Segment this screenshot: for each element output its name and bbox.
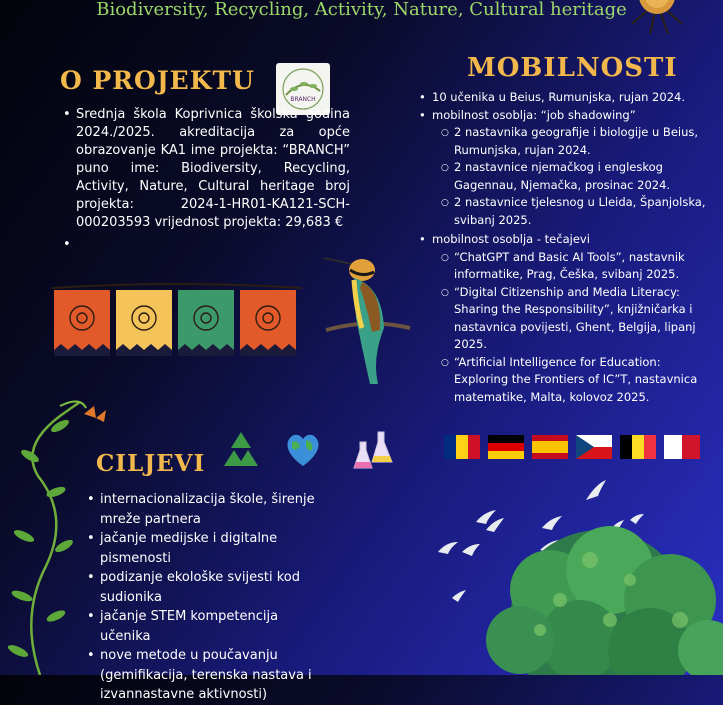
mobilnosti-title: MOBILNOSTI	[467, 53, 678, 83]
sub-list-item: ○ 2 nastavnice tjelesnog u Lleida, Španjolska, svibanj 2025.	[454, 194, 714, 229]
tree-illustration	[480, 520, 723, 675]
list-item: • 10 učenika u Beius, Rumunjska, rujan 2024.	[432, 89, 714, 107]
list-item: • podizanje ekološke svijesti kod sudionika	[100, 568, 332, 607]
country-flags	[444, 435, 700, 459]
list-item: • nove metode u poučavanju (gemifikacija, terenska nastava i izvannastavne aktivnosti)	[100, 646, 332, 705]
flag-germany	[488, 435, 524, 459]
butterfly-icon	[84, 406, 106, 422]
list-item: • jačanje STEM kompetencija učenika	[100, 607, 332, 646]
list-item	[432, 231, 714, 406]
list-item: • internacionalizacija škole, širenje mreže partnera	[100, 490, 332, 529]
flag-czechia	[576, 435, 612, 459]
flag-malta	[664, 435, 700, 459]
subtitle: Biodiversity, Recycling, Activity, Nature, Cultural heritage	[96, 0, 627, 20]
sub-list-item: ○ “Artificial Intelligence for Education: Exploring the Frontiers of IC”T, nastavnica matematike, Malta, kolovoz 2025.	[454, 354, 714, 407]
sun-icon	[612, 0, 702, 36]
vine-illustration	[0, 396, 112, 675]
ciljevi-list	[82, 490, 332, 705]
sub-list-item: ○ 2 nastavnika geografije i biologije u Beius, Rumunjska, rujan 2024.	[454, 124, 714, 159]
list-item	[76, 236, 350, 254]
sub-list-item: ○ 2 nastavnice njemačkog i engleskog Gagennau, Njemačka, prosinac 2024.	[454, 159, 714, 194]
o-projektu-list	[58, 106, 350, 254]
flag-belgium	[620, 435, 656, 459]
o-projektu-title: O PROJEKTU	[60, 66, 255, 95]
recycle-icon	[220, 430, 262, 470]
list-item: • jačanje medijske i digitalne pismenosti	[100, 529, 332, 568]
list-item	[432, 107, 714, 230]
list-item: • Srednja škola Koprivnica školska godina 2024./2025. akreditacija za opće obrazovanje KA1 ime projekta: “BRANCH” puno ime: Biodiversity, Recycling, Activity, Nature, Cultural heritage broj projekta: 2024-1-HR01-KA121-SCH- 000203593 vrijednost projekta: 29,683 €	[76, 106, 350, 232]
bird-illustration	[322, 248, 414, 388]
list-item-label: mobilnost osoblja: “job shadowing”	[432, 107, 636, 122]
flag-spain	[532, 435, 568, 459]
list-item-label: mobilnost osoblja - tečajevi	[432, 232, 590, 246]
mobilnosti-list	[414, 89, 714, 406]
lab-flask-icon	[350, 428, 396, 474]
ciljevi-title: CILJEVI	[96, 450, 206, 477]
flag-romania	[444, 435, 480, 459]
earth-icon	[282, 430, 324, 470]
sub-list-item: ○ “ChatGPT and Basic AI Tools”, nastavnik informatike, Prag, Češka, svibanj 2025.	[454, 249, 714, 284]
sub-list-item: ○ “Digital Citizenship and Media Literacy: Sharing the Responsibility”, knjižničarka i nastavnica povijesti, Ghent, Belgija, lipanj 2025.	[454, 284, 714, 354]
logo-text: BRANCH	[290, 96, 316, 103]
papel-picado-banner	[52, 282, 302, 362]
